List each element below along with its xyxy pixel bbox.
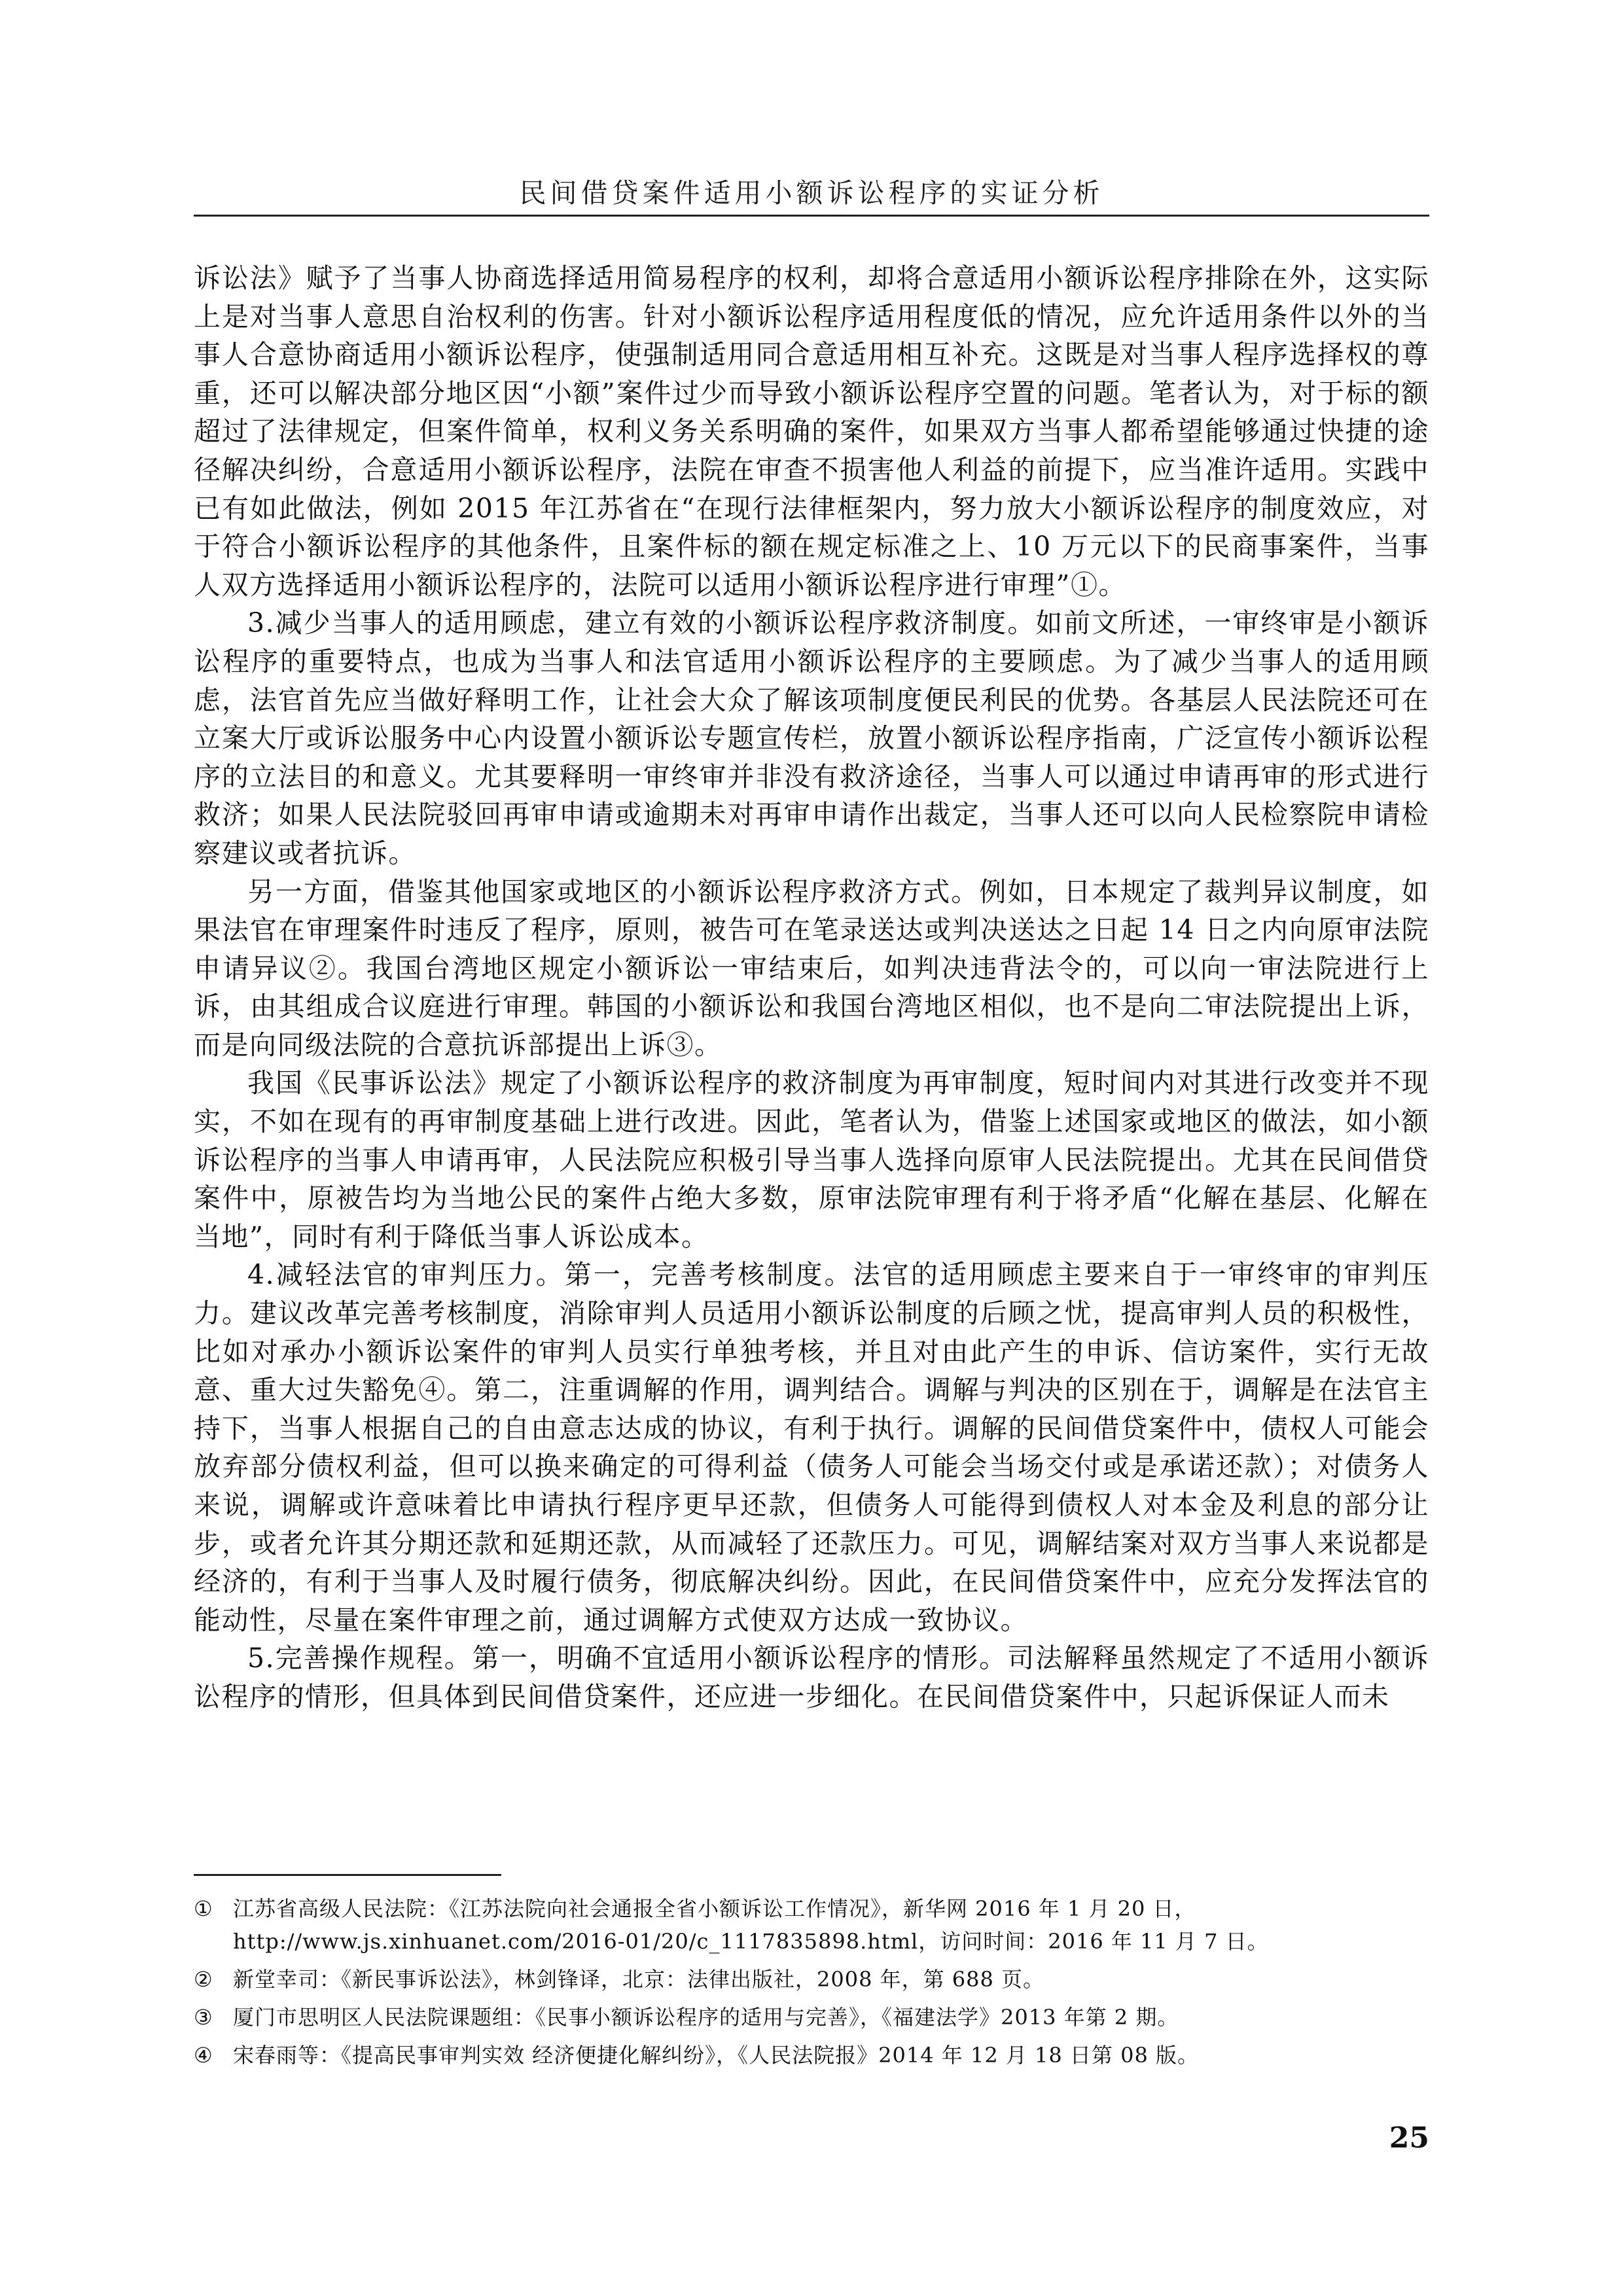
footnote-mark: ④ [194, 2043, 213, 2068]
paragraph-continued: 诉讼法》赋予了当事人协商选择适用简易程序的权利，却将合意适用小额诉讼程序排除在外，这实际上是对当事人意思自治权利的伤害。针对小额诉讼程序适用程度低的情况，应允许适用条件以外的当事人合意协商适用小额诉讼程序，使强制适用同合意适用相互补充。这既是对当事人程序选择权的尊重，还可以解决部分地区因“小额”案件过少而导致小额诉讼程序空置的问题。笔者认为，对于标的额超过了法律规定，但案件简单，权利义务关系明确的案件，如果双方当事人都希望能够通过快捷的途径解决纠纷，合意适用小额诉讼程序，法院在审查不损害他人利益的前提下，应当准许适用。实践中已有如此做法，例如 2015 年江苏省在“在现行法律框架内，努力放大小额诉讼程序的制度效应，对于符合小额诉讼程序的其他条件，且案件标的额在规定标准之上、10 万元以下的民商事案件，当事人双方选择适用小额诉讼程序的，法院可以适用小额诉讼程序进行审理”①。 [194, 262, 1429, 601]
footnote-2 [194, 1963, 1429, 1996]
footnote-mark: ③ [194, 2005, 213, 2030]
paragraph-remedy-system: 3.减少当事人的适用顾虑，建立有效的小额诉讼程序救济制度。如前文所述，一审终审是小额诉讼程序的重要特点，也成为当事人和法官适用小额诉讼程序的主要顾虑。为了减少当事人的适用顾虑，法官首先应当做好释明工作，让社会大众了解该项制度便民利民的优势。各基层人民法院还可在立案大厅或诉讼服务中心内设置小额诉讼专题宣传栏，放置小额诉讼程序指南，广泛宣传小额诉讼程序的立法目的和意义。尤其要释明一审终审并非没有救济途径，当事人可以通过申请再审的形式进行救济；如果人民法院驳回再审申请或逾期未对再审申请作出裁定，当事人还可以向人民检察院申请检察建议或者抗诉。 [194, 607, 1429, 869]
page-number: 25 [1389, 2121, 1429, 2155]
header-divider [194, 215, 1429, 217]
running-header-title: 民间借贷案件适用小额诉讼程序的实证分析 [519, 177, 1104, 209]
footnote-3 [194, 2001, 1429, 2034]
footnote-mark: ② [194, 1967, 213, 1992]
footnote-4 [194, 2039, 1429, 2072]
paragraph-retrial-reform: 我国《民事诉讼法》规定了小额诉讼程序的救济制度为再审制度，短时间内对其进行改变并不现实，不如在现有的再审制度基础上进行改进。因此，笔者认为，借鉴上述国家或地区的做法，如小额诉讼程序的当事人申请再审，人民法院应积极引导当事人选择向原审人民法院提出。尤其在民间借贷案件中，原被告均为当地公民的案件占绝大多数，原审法院审理有利于将矛盾“化解在基层、化解在当地”，同时有利于降低当事人诉讼成本。 [194, 1067, 1429, 1252]
footnote-text: 新堂幸司：《新民事诉讼法》，林剑锋译，北京：法律出版社，2008 年，第 688 页。 [233, 1967, 1045, 1992]
footnote-1 [194, 1892, 1429, 1958]
footnote-text: 厦门市思明区人民法院课题组：《民事小额诉讼程序的适用与完善》，《福建法学》2013 年第 2 期。 [233, 2005, 1179, 2030]
footnotes [194, 1892, 1429, 2077]
footnote-text: 宋春雨等：《提高民事审判实效 经济便捷化解纠纷》，《人民法院报》2014 年 12 月 18 日第 08 版。 [233, 2043, 1199, 2068]
paragraph-foreign-remedies: 另一方面，借鉴其他国家或地区的小额诉讼程序救济方式。例如，日本规定了裁判异议制度，如果法官在审理案件时违反了程序，原则，被告可在笔录送达或判决送达之日起 14 日之内向原审法院申请异议②。我国台湾地区规定小额诉讼一审结束后，如判决违背法令的，可以向一审法院进行上诉，由其组成合议庭进行审理。韩国的小额诉讼和我国台湾地区相似，也不是向二审法院提出上诉，而是向同级法院的合意抗诉部提出上诉③。 [194, 875, 1429, 1061]
body-text [194, 259, 1429, 1716]
footnote-divider [194, 1874, 501, 1876]
paragraph-operating-rules: 5.完善操作规程。第一，明确不宜适用小额诉讼程序的情形。司法解释虽然规定了不适用小额诉讼程序的情形，但具体到民间借贷案件，还应进一步细化。在民间借贷案件中，只起诉保证人而未 [194, 1642, 1429, 1712]
paragraph-judge-pressure: 4.减轻法官的审判压力。第一，完善考核制度。法官的适用顾虑主要来自于一审终审的审判压力。建议改革完善考核制度，消除审判人员适用小额诉讼制度的后顾之忧，提高审判人员的积极性，比如对承办小额诉讼案件的审判人员实行单独考核，并且对由此产生的申诉、信访案件，实行无故意、重大过失豁免④。第二，注重调解的作用，调判结合。调解与判决的区别在于，调解是在法官主持下，当事人根据自己的自由意志达成的协议，有利于执行。调解的民间借贷案件中，债权人可能会放弃部分债权利益，但可以换来确定的可得利益（债务人可能会当场交付或是承诺还款）；对债务人来说，调解或许意味着比申请执行程序更早还款，但债务人可能得到债权人对本金及利息的部分让步，或者允许其分期还款和延期还款，从而减轻了还款压力。可见，调解结案对双方当事人来说都是经济的，有利于当事人及时履行债务，彻底解决纠纷。因此，在民间借贷案件中，应充分发挥法官的能动性，尽量在案件审理之前，通过调解方式使双方达成一致协议。 [194, 1259, 1429, 1636]
footnote-text: 江苏省高级人民法院：《江苏法院向社会通报全省小额诉讼工作情况》，新华网 2016 年 1 月 20 日，http://www.js.xinhuanet.com/2016-01/20/c_1117835898.html，访问时间：2016 年 11 月 7 日。 [233, 1896, 1269, 1954]
footnote-mark: ① [194, 1896, 213, 1921]
